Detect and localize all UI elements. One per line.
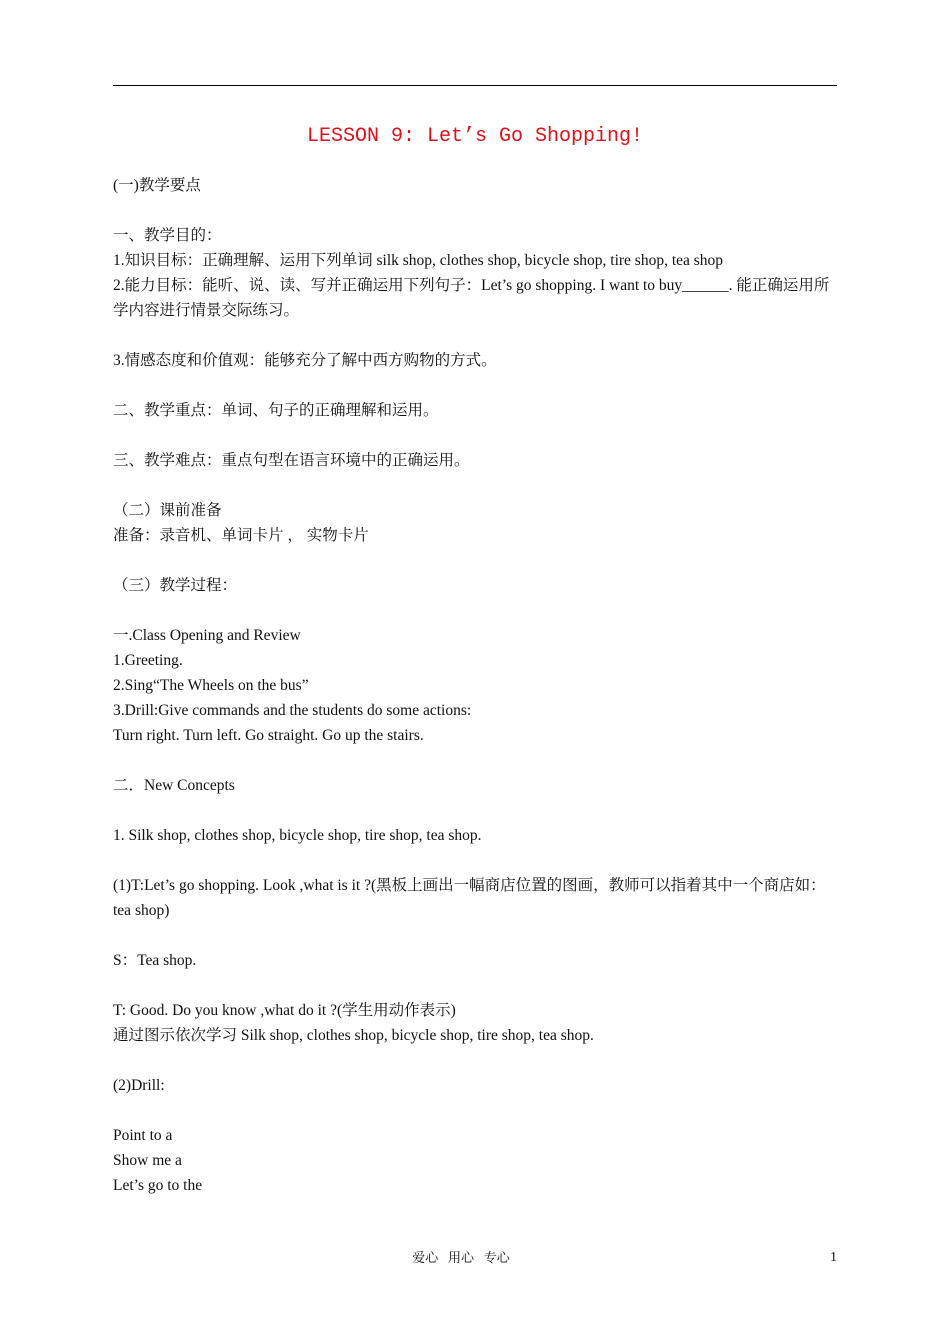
blank-line bbox=[113, 373, 837, 398]
page-footer bbox=[0, 1248, 950, 1268]
section-heading: （三）教学过程： bbox=[113, 577, 238, 594]
blank-line bbox=[113, 548, 837, 573]
blank-line bbox=[113, 973, 837, 998]
page-number: 1 bbox=[830, 1250, 837, 1265]
footer-slogan: 爱心 用心 专心 bbox=[412, 1250, 510, 1265]
body-line: Point to a bbox=[113, 1127, 173, 1144]
blank-line bbox=[113, 923, 837, 948]
subsection-heading: 一.Class Opening and Review bbox=[113, 627, 301, 644]
body-line: 三、教学难点：重点句型在语言环境中的正确运用。 bbox=[113, 452, 470, 469]
body-line: 二、教学重点：单词、句子的正确理解和运用。 bbox=[113, 402, 439, 419]
blank-line bbox=[113, 423, 837, 448]
body-line: 通过图示依次学习 Silk shop, clothes shop, bicycle shop, tire shop, tea shop. bbox=[113, 1027, 594, 1044]
body-line: 1. Silk shop, clothes shop, bicycle shop, tire shop, tea shop. bbox=[113, 827, 482, 844]
subsection-heading: 二．New Concepts bbox=[113, 777, 235, 794]
body-line: Turn right. Turn left. Go straight. Go up the stairs. bbox=[113, 727, 424, 744]
lesson-title: LESSON 9: Let’s Go Shopping! bbox=[306, 125, 644, 148]
body-line: 2.Sing“The Wheels on the bus” bbox=[113, 677, 309, 694]
blank-line bbox=[113, 473, 837, 498]
blank-line bbox=[113, 1048, 837, 1073]
document-body bbox=[113, 173, 837, 1198]
header-rule bbox=[113, 85, 837, 86]
blank-line bbox=[113, 323, 837, 348]
body-line: Let’s go to the bbox=[113, 1177, 203, 1194]
body-line: S：Tea shop. bbox=[113, 952, 197, 969]
body-line: 2.能力目标：能听、说、读、写并正确运用下列句子：Let’s go shopping. I want to buy______. 能正确运用所学内容进行情景交际练习。 bbox=[113, 277, 830, 319]
body-line: 1.知识目标：正确理解、运用下列单词 silk shop, clothes shop, bicycle shop, tire shop, tea shop bbox=[113, 252, 724, 269]
blank-line bbox=[113, 848, 837, 873]
subsection-heading: 一、教学目的： bbox=[113, 227, 222, 244]
body-line: 3.Drill:Give commands and the students do some actions: bbox=[113, 702, 472, 719]
body-line: 3.情感态度和价值观：能够充分了解中西方购物的方式。 bbox=[113, 352, 497, 369]
body-line: T: Good. Do you know ,what do it ?(学生用动作表示) bbox=[113, 1002, 456, 1019]
body-line: 准备：录音机、单词卡片 ， 实物卡片 bbox=[113, 527, 369, 544]
body-line: (1)T:Let’s go shopping. Look ,what is it ?(黑板上画出一幅商店位置的图画，教师可以指着其中一个商店如：tea shop) bbox=[113, 877, 826, 919]
blank-line bbox=[113, 1098, 837, 1123]
body-line: (2)Drill: bbox=[113, 1077, 165, 1094]
section-heading: （二）课前准备 bbox=[113, 502, 222, 519]
body-line: 1.Greeting. bbox=[113, 652, 183, 669]
blank-line bbox=[113, 748, 837, 773]
blank-line bbox=[113, 198, 837, 223]
body-line: Show me a bbox=[113, 1152, 182, 1169]
blank-line bbox=[113, 798, 837, 823]
blank-line bbox=[113, 598, 837, 623]
section-heading: (一)教学要点 bbox=[113, 177, 201, 194]
